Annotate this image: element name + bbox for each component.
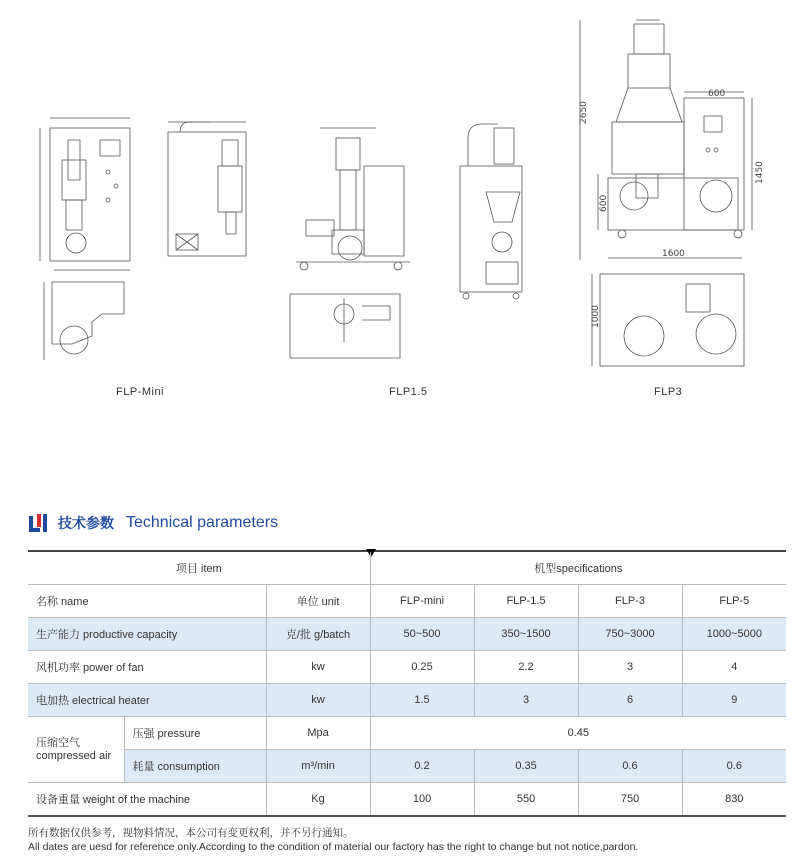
value-cell: 0.6 [578, 750, 682, 783]
table-row-consumption [28, 750, 786, 783]
value-cell: 3 [578, 651, 682, 684]
value-cell: 1.5 [370, 684, 474, 717]
table-row-pressure [28, 717, 786, 750]
flp-mini-side-drawing [168, 122, 246, 256]
dim-label: 1600 [662, 249, 685, 259]
dim-label: 1000 [591, 305, 601, 328]
caption-flp-mini: FLP-Mini [116, 386, 165, 398]
table-row-weight [28, 783, 786, 817]
consumption-label: 耗量 consumption [124, 750, 266, 783]
pressure-value: 0.45 [370, 717, 786, 750]
caption-flp3: FLP3 [654, 386, 683, 398]
value-cell: 50~500 [370, 618, 474, 651]
dim-label: 600 [708, 89, 726, 99]
value-cell: 4 [682, 651, 786, 684]
value-cell: 3 [474, 684, 578, 717]
pressure-unit: Mpa [266, 717, 370, 750]
weight-label: 设备重量 weight of the machine [28, 783, 266, 817]
section-title-cn: 技术参数 [58, 516, 114, 532]
technical-drawings [0, 0, 808, 420]
footnotes [28, 826, 638, 854]
flp15-top-drawing [290, 294, 400, 358]
value-cell: 6 [578, 684, 682, 717]
flp15-front-drawing [296, 128, 410, 270]
flp3-top-drawing [592, 274, 744, 366]
table-row [28, 684, 786, 717]
value-cell: 0.6 [682, 750, 786, 783]
consumption-unit: m³/min [266, 750, 370, 783]
pressure-label: 压强 pressure [124, 717, 266, 750]
flp15-side-drawing [460, 124, 522, 299]
value-cell: 550 [474, 783, 578, 817]
dim-label: 2650 [579, 101, 589, 124]
spec-table [28, 552, 786, 817]
model-cell: FLP-3 [578, 585, 682, 618]
value-cell: 830 [682, 783, 786, 817]
name-label: 名称 name [28, 585, 266, 618]
dim-label: 600 [599, 194, 609, 212]
model-cell: FLP-5 [682, 585, 786, 618]
value-cell: 100 [370, 783, 474, 817]
table-row [28, 618, 786, 651]
row-label: 电加热 electrical heater [28, 684, 266, 717]
value-cell: 1000~5000 [682, 618, 786, 651]
row-unit: kw [266, 651, 370, 684]
section-title-en: Technical parameters [126, 514, 279, 531]
model-cell: FLP-1.5 [474, 585, 578, 618]
table-row [28, 651, 786, 684]
value-cell: 750~3000 [578, 618, 682, 651]
row-unit: kw [266, 684, 370, 717]
value-cell: 2.2 [474, 651, 578, 684]
value-cell: 750 [578, 783, 682, 817]
value-cell: 0.35 [474, 750, 578, 783]
compressed-air-label [28, 717, 124, 783]
value-cell: 0.25 [370, 651, 474, 684]
value-cell: 0.2 [370, 750, 474, 783]
unit-label: 单位 unit [266, 585, 370, 618]
note-cn: 所有数据仅供参考，视物料情况，本公司有变更权利，并不另行通知。 [28, 827, 354, 839]
table-header-row [28, 552, 786, 585]
row-label: 生产能力 productive capacity [28, 618, 266, 651]
compressed-air-label-cn: 压缩空气 [36, 736, 80, 749]
company-logo-icon [28, 513, 50, 533]
caption-flp15: FLP1.5 [389, 386, 428, 398]
flp3-front-drawing [580, 20, 752, 260]
section-heading [28, 512, 278, 534]
row-label: 风机功率 power of fan [28, 651, 266, 684]
spec-header: 机型specifications [370, 552, 786, 585]
note-en: All dates are uesd for reference only.According to the condition of material our factory has the right to change but not notice,pardon. [28, 841, 639, 853]
dim-label: 1450 [755, 161, 765, 184]
row-unit: 克/批 g/batch [266, 618, 370, 651]
weight-unit: Kg [266, 783, 370, 817]
compressed-air-label-en: compressed air [36, 749, 112, 762]
value-cell: 350~1500 [474, 618, 578, 651]
flp-mini-top-drawing [44, 282, 124, 360]
item-header: 项目 item [28, 552, 370, 585]
model-cell: FLP-mini [370, 585, 474, 618]
value-cell: 9 [682, 684, 786, 717]
table-model-row [28, 585, 786, 618]
flp-mini-front-drawing [40, 118, 130, 270]
